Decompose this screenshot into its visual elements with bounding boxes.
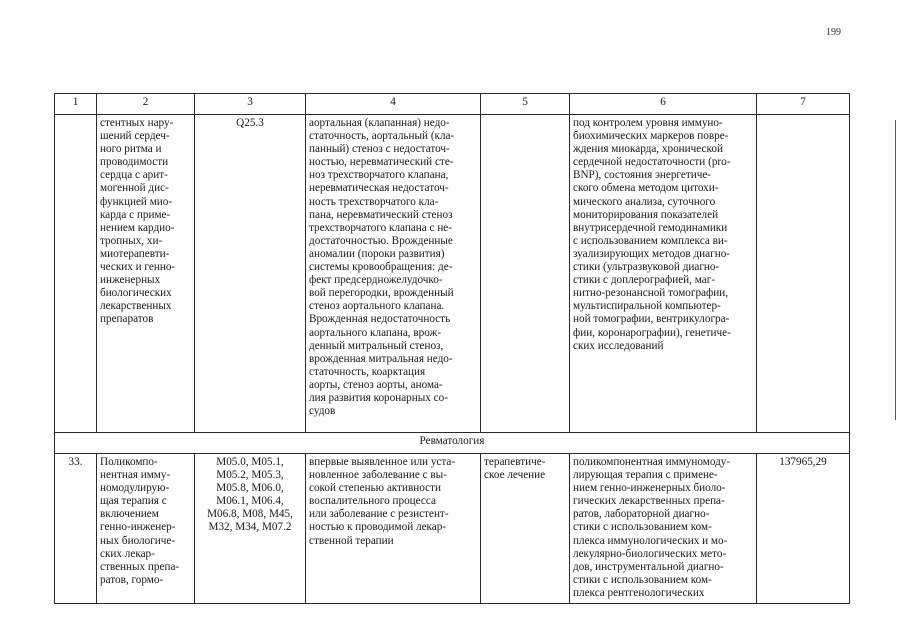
text-line: ной томографии, вентрикулогра- <box>573 313 730 326</box>
text-line: стентных нару- <box>100 117 174 129</box>
text-line: генно-инженер- <box>100 521 176 534</box>
text-line: неревматическая недостаточ- <box>309 182 449 195</box>
text-line: ственных препа- <box>100 560 180 573</box>
text-line: BNP), состояния энергетиче- <box>573 169 712 182</box>
text-line: лия развития коронарных со- <box>309 391 448 404</box>
text-line: функцией мио- <box>100 195 173 208</box>
text-line: под контролем уровня иммуно- <box>573 117 723 129</box>
text-line: стики с использованием ком- <box>573 521 712 534</box>
text-line: M05.2, M05.3, <box>216 469 284 482</box>
text-line: с использованием комплекса ви- <box>573 234 728 247</box>
text-line: дов, инструментальной диагно- <box>573 560 724 573</box>
treatment-method-cell <box>570 454 757 604</box>
text-line: зуализирующих методов диагно- <box>573 247 731 260</box>
text-line: сокой степенью активности <box>309 482 441 495</box>
text-line: ских лекар- <box>100 547 155 560</box>
text-line: ственной терапии <box>309 534 394 547</box>
text-line: проводимости <box>100 156 169 169</box>
text-line: терапевтиче- <box>484 456 546 468</box>
text-line: или заболевание с резистент- <box>309 508 449 521</box>
text-line: M06.8, M08, M45, <box>207 508 293 521</box>
text-line: новленное заболевание с вы- <box>309 469 447 482</box>
text-line: аорты, стеноз аорты, анома- <box>309 378 443 391</box>
cost-cell <box>757 115 850 433</box>
text-line: карда с приме- <box>100 208 171 221</box>
text-line: M05.8, M06.0, <box>216 482 284 495</box>
patient-model-cell <box>306 115 481 433</box>
scan-edge-mark <box>895 120 896 420</box>
table-row-33 <box>55 454 850 604</box>
text-line: системы кровообращения: де- <box>309 261 453 274</box>
text-line: инженерных <box>100 274 161 287</box>
text-line: денный митральный стеноз, <box>309 339 444 352</box>
text-line: достаточностью. Врожденные <box>309 234 453 247</box>
text-line: ного ритма и <box>100 143 162 156</box>
text-line: статочность, коарктация <box>309 365 426 378</box>
text-line: препаратов <box>100 313 154 326</box>
text-line: M32, M34, M07.2 <box>208 521 292 534</box>
text-line: Поликомпо- <box>100 456 158 468</box>
text-line: ностью, неревматический сте- <box>309 156 454 169</box>
text-line: включением <box>100 508 159 521</box>
text-line: M05.0, M05.1, <box>216 456 284 468</box>
text-line: мониторирования показателей <box>573 208 719 221</box>
text-line: ждения миокарда, хронической <box>573 143 723 156</box>
text-line: внутрисердечной гемодинамики <box>573 221 728 234</box>
page-number: 199 <box>826 27 841 38</box>
procedures-table <box>54 93 850 604</box>
header-cell: 4 <box>306 94 481 115</box>
text-line: плекса иммунологических и мо- <box>573 534 728 547</box>
text-line: миотерапевти- <box>100 247 170 260</box>
text-line: панный) стеноз с недостаточ- <box>309 143 450 156</box>
text-line: фект предсердножелудочко- <box>309 274 443 287</box>
text-line: шений сердеч- <box>100 130 170 143</box>
section-row <box>55 433 850 454</box>
table-header-row <box>55 94 850 115</box>
text-line: поликомпонентная иммуномоду- <box>573 456 731 468</box>
text-line: гических лекарственных препа- <box>573 495 725 508</box>
text-line: аортальная (клапанная) недо- <box>309 117 450 129</box>
text-line: M06.1, M06.4, <box>216 495 284 508</box>
text-line: плекса рентгенологических <box>573 586 705 599</box>
text-line: лекарственных <box>100 300 172 313</box>
text-line: биологических <box>100 287 172 300</box>
text-line: аномалии (пороки развития) <box>309 247 445 260</box>
text-line: нитно-резонансной томографии, <box>573 287 729 300</box>
text-line: трехстворчатого клапана с не- <box>309 221 452 234</box>
patient-model-cell <box>306 454 481 604</box>
section-title: Ревматология <box>55 433 850 454</box>
text-line: номодулирую- <box>100 482 170 495</box>
text-line: ностью к проводимой лекар- <box>309 521 447 534</box>
text-line: впервые выявленное или уста- <box>309 456 456 468</box>
text-line: судов <box>309 405 336 418</box>
text-line: стики с доплерографией, маг- <box>573 274 716 287</box>
text-line: стики с использованием ком- <box>573 573 712 586</box>
text-line: мультиспиральной компьютер- <box>573 300 721 313</box>
text-line: лекулярно-биологических мето- <box>573 547 727 560</box>
text-line: ратов, лабораторной диагно- <box>573 508 710 521</box>
cost-cell: 137965,29 <box>757 454 850 604</box>
text-line: ных биологиче- <box>100 534 176 547</box>
text-line: ность трехстворчатого кла- <box>309 195 439 208</box>
text-line: воспалительного процесса <box>309 495 436 508</box>
header-cell: 2 <box>97 94 195 115</box>
text-line: ское лечение <box>484 469 546 482</box>
text-line: тропных, хи- <box>100 234 163 247</box>
text-line: сердца с арит- <box>100 169 168 182</box>
text-line: биохимических маркеров повре- <box>573 130 729 143</box>
header-cell: 1 <box>55 94 97 115</box>
text-line: ноз трехстворчатого клапана, <box>309 169 449 182</box>
icd-code-cell <box>195 454 306 604</box>
text-line: нением кардио- <box>100 221 175 234</box>
text-line: Врожденная недостаточность <box>309 313 451 326</box>
text-line: стеноз аортального клапана. <box>309 300 445 313</box>
treatment-method-cell <box>570 115 757 433</box>
icd-code-cell: Q25.3 <box>195 115 306 433</box>
text-line: пана, неревматический стеноз <box>309 208 453 221</box>
text-line: нентная имму- <box>100 469 171 482</box>
table-row-continued <box>55 115 850 433</box>
text-line: могенной дис- <box>100 182 169 195</box>
header-cell: 5 <box>481 94 570 115</box>
header-cell: 3 <box>195 94 306 115</box>
text-line: вой перегородки, врожденный <box>309 287 454 300</box>
text-line: ческих и генно- <box>100 261 176 274</box>
text-line: сердечной недостаточности (pro- <box>573 156 731 169</box>
procedure-name-cell <box>97 115 195 433</box>
text-line: аортального клапана, врож- <box>309 326 442 339</box>
text-line: стики (ультразвуковой диагно- <box>573 261 720 274</box>
header-cell: 6 <box>570 94 757 115</box>
row-number-cell: 33. <box>55 454 97 604</box>
text-line: щая терапия с <box>100 495 167 508</box>
row-number-cell <box>55 115 97 433</box>
text-line: фии, коронарографии), генетиче- <box>573 326 731 339</box>
procedure-name-cell <box>97 454 195 604</box>
text-line: ратов, гормо- <box>100 573 164 586</box>
text-line: ского обмена методом цитохи- <box>573 182 719 195</box>
header-cell: 7 <box>757 94 850 115</box>
text-line: мического анализа, суточного <box>573 195 716 208</box>
treatment-type-cell <box>481 454 570 604</box>
text-line: статочность, аортальный (кла- <box>309 130 455 143</box>
text-line: нием генно-инженерных биоло- <box>573 482 726 495</box>
text-line: ских исследований <box>573 339 664 352</box>
treatment-type-cell <box>481 115 570 433</box>
text-line: лирующая терапия с примене- <box>573 469 718 482</box>
text-line: врожденная митральная недо- <box>309 352 453 365</box>
